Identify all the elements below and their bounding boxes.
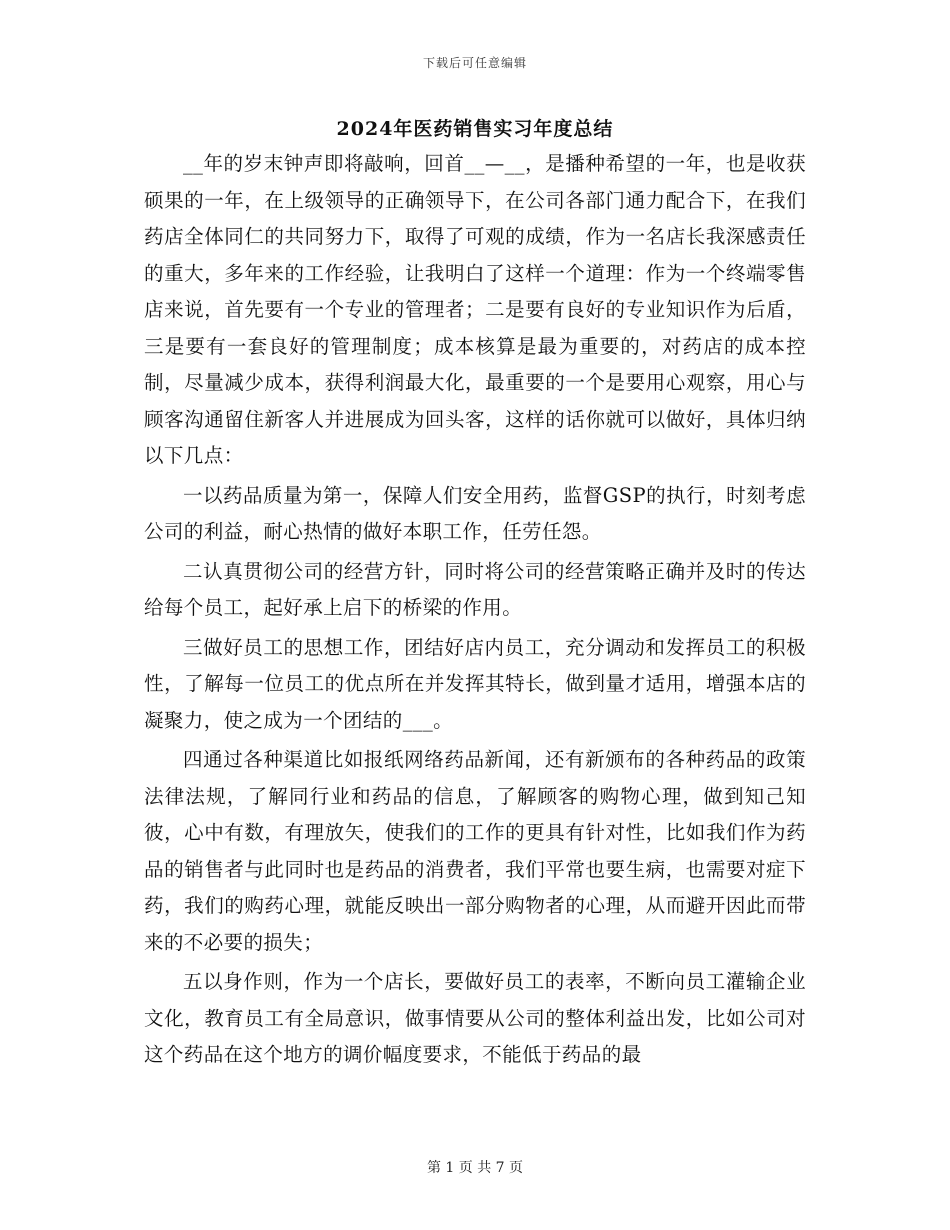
header-note: 下载后可任意编辑 bbox=[422, 56, 527, 70]
paragraph-point-5: 五以身作则，作为一个店长，要做好员工的表率，不断向员工灌输企业文化，教育员工有全局意识，做事情要从公司的整体利益出发，比如公司对这个药品在这个地方的调价幅度要求，不能低于药品的最 bbox=[144, 970, 806, 1066]
paragraph-point-4: 四通过各种渠道比如报纸网络药品新闻，还有新颁布的各种药品的政策法律法规，了解同行业和药品的信息，了解顾客的购物心理，做到知己知彼，心中有数，有理放矢，使我们的工作的更具有针对性，比如我们作为药品的销售者与此同时也是药品的消费者，我们平常也要生病，也需要对症下药，我们的购药心理，就能反映出一部分购物者的心理，从而避开因此而带来的不必要的损失； bbox=[144, 748, 806, 954]
document-body bbox=[144, 146, 806, 1077]
page-number-footer: 第 1 页 共 7 页 bbox=[426, 1160, 524, 1176]
paragraph-point-3: 三做好员工的思想工作，团结好店内员工，充分调动和发挥员工的积极性，了解每一位员工的优点所在并发挥其特长，做到量才适用，增强本店的凝聚力，使之成为一个团结的___。 bbox=[144, 635, 806, 732]
paragraph-point-1: 一以药品质量为第一，保障人们安全用药，监督GSP的执行，时刻考虑公司的利益，耐心热情的做好本职工作，任劳任怨。 bbox=[144, 483, 806, 543]
document-title: 2024年医药销售实习年度总结 bbox=[336, 118, 614, 140]
paragraph-point-2: 二认真贯彻公司的经营方针，同时将公司的经营策略正确并及时的传达给每个员工，起好承上启下的桥梁的作用。 bbox=[144, 559, 806, 619]
paragraph-intro: __年的岁末钟声即将敲响，回首__—__，是播种希望的一年，也是收获硕果的一年，在上级领导的正确领导下，在公司各部门通力配合下，在我们药店全体同仁的共同努力下，取得了可观的成绩，作为一名店长我深感责任的重大，多年来的工作经验，让我明白了这样一个道理：作为一个终端零售店来说，首先要有一个专业的管理者；二是要有良好的专业知识作为后盾，三是要有一套良好的管理制度；成本核算是最为重要的，对药店的成本控制，尽量减少成本，获得利润最大化，最重要的一个是要用心观察，用心与顾客沟通留住新客人并进展成为回头客，这样的话你就可以做好，具体归纳以下几点： bbox=[144, 152, 806, 467]
